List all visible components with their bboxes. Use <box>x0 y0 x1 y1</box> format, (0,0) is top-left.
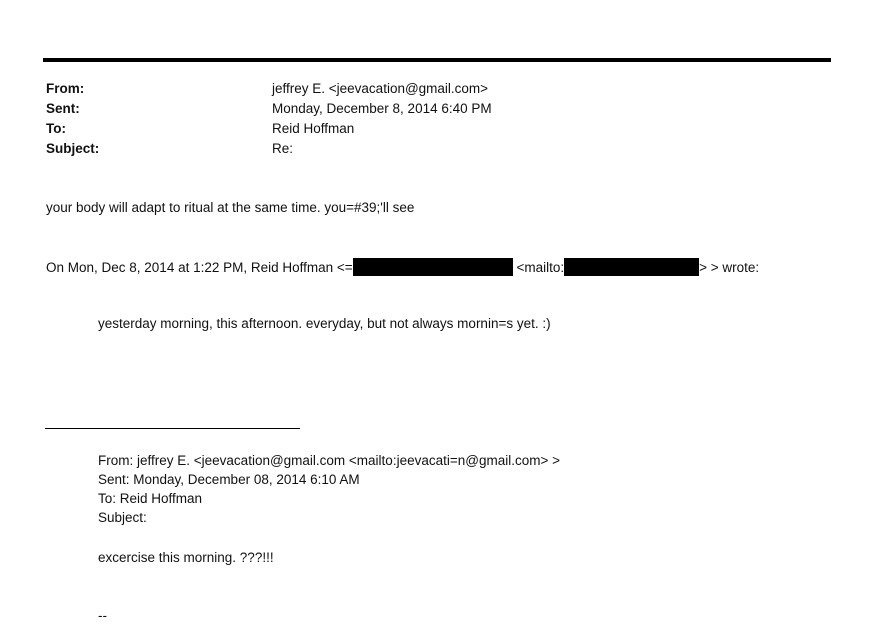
original-subject-line: Subject: <box>98 510 147 525</box>
original-from-line: From: jeffrey E. <jeevacation@gmail.com <mailto:jeevacati=n@gmail.com> > <box>98 453 560 468</box>
sent-value: Monday, December 8, 2014 6:40 PM <box>272 101 492 116</box>
original-message: excercise this morning. ???!!! <box>98 550 274 565</box>
signature-separator: -- <box>98 608 107 623</box>
subject-label: Subject: <box>46 141 100 156</box>
sent-label: Sent: <box>46 101 80 116</box>
to-value: Reid Hoffman <box>272 121 355 136</box>
header-top-rule <box>43 58 831 62</box>
redaction-block <box>564 258 699 276</box>
to-label: To: <box>46 121 66 136</box>
quote-intro <box>46 258 759 276</box>
original-to-line: To: Reid Hoffman <box>98 491 203 506</box>
quoted-reply: yesterday morning, this afternoon. everyday, but not always mornin=s yet. :) <box>98 316 551 331</box>
redaction-block <box>353 258 513 276</box>
reply-text: your body will adapt to ritual at the same time. you=#39;'ll see <box>46 200 415 215</box>
subject-value: Re: <box>272 141 294 156</box>
from-label: From: <box>46 81 85 96</box>
quote-intro-suffix: > > wrote: <box>699 260 760 275</box>
from-value: jeffrey E. <jeevacation@gmail.com> <box>272 81 489 96</box>
quote-intro-prefix: On Mon, Dec 8, 2014 at 1:22 PM, Reid Hoffman <= <box>46 260 353 275</box>
original-sent-line: Sent: Monday, December 08, 2014 6:10 AM <box>98 472 360 487</box>
original-message-separator <box>45 428 300 429</box>
quote-intro-mailto: <mailto: <box>516 260 565 275</box>
